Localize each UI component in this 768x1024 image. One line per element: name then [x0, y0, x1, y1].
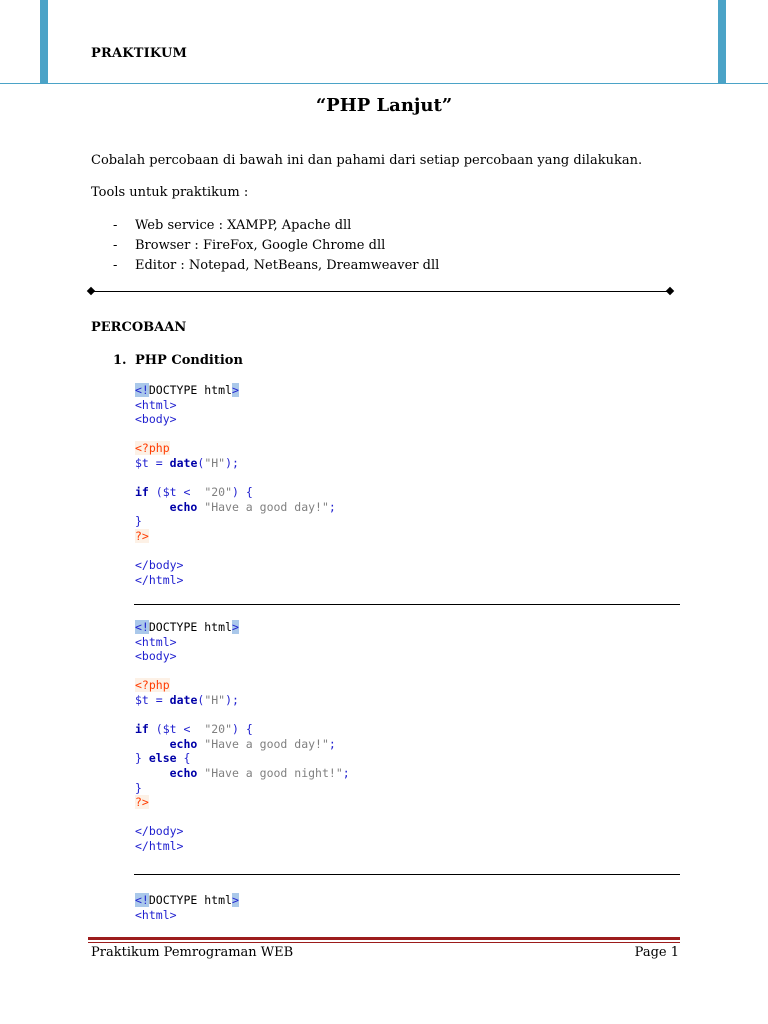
code-block-3: <!DOCTYPE html> <html>: [135, 893, 239, 922]
footer-course-name: Praktikum Pemrograman WEB: [91, 945, 294, 960]
list-bullet: -: [113, 258, 118, 273]
code-divider: [134, 874, 680, 875]
list-bullet: -: [113, 218, 118, 233]
list-item-label: Browser : FireFox, Google Chrome dll: [135, 238, 386, 253]
list-bullet: -: [113, 238, 118, 253]
code-divider: [134, 604, 680, 605]
header-rule: [0, 83, 768, 84]
section-divider: [92, 291, 670, 292]
divider-end-left: [87, 287, 95, 295]
list-item: [113, 236, 439, 256]
code-block-1: <!DOCTYPE html> <html> <body> <?php $t = date("H"); if ($t < "20") { echo "Have a good day!"; } ?> </body> </html>: [135, 383, 336, 587]
item-title: PHP Condition: [135, 353, 243, 368]
tools-heading: Tools untuk praktikum :: [91, 185, 249, 200]
section-title: PERCOBAAN: [91, 320, 187, 335]
tools-list: [113, 216, 439, 276]
intro-text: Cobalah percobaan di bawah ini dan pahami dari setiap percobaan yang dilakukan.: [91, 153, 643, 168]
divider-end-right: [666, 287, 674, 295]
code-block-2: <!DOCTYPE html> <html> <body> <?php $t = date("H"); if ($t < "20") { echo "Have a good day!"; } else { echo "Have a good night!"; } ?> </body> </html>: [135, 620, 350, 853]
list-item: [113, 216, 439, 236]
header-label: PRAKTIKUM: [91, 46, 188, 61]
item-heading: [113, 353, 243, 368]
footer-rule-thin: [88, 942, 680, 943]
header-accent-bar-left: [40, 0, 48, 84]
list-item: [113, 256, 439, 276]
page-title: “PHP Lanjut”: [315, 95, 453, 116]
item-number: 1.: [113, 353, 127, 368]
header-accent-bar-right: [718, 0, 726, 84]
list-item-label: Web service : XAMPP, Apache dll: [135, 218, 352, 233]
footer-rule-thick: [88, 937, 680, 940]
list-item-label: Editor : Notepad, NetBeans, Dreamweaver dll: [135, 258, 440, 273]
footer-page-number: Page 1: [634, 945, 679, 960]
